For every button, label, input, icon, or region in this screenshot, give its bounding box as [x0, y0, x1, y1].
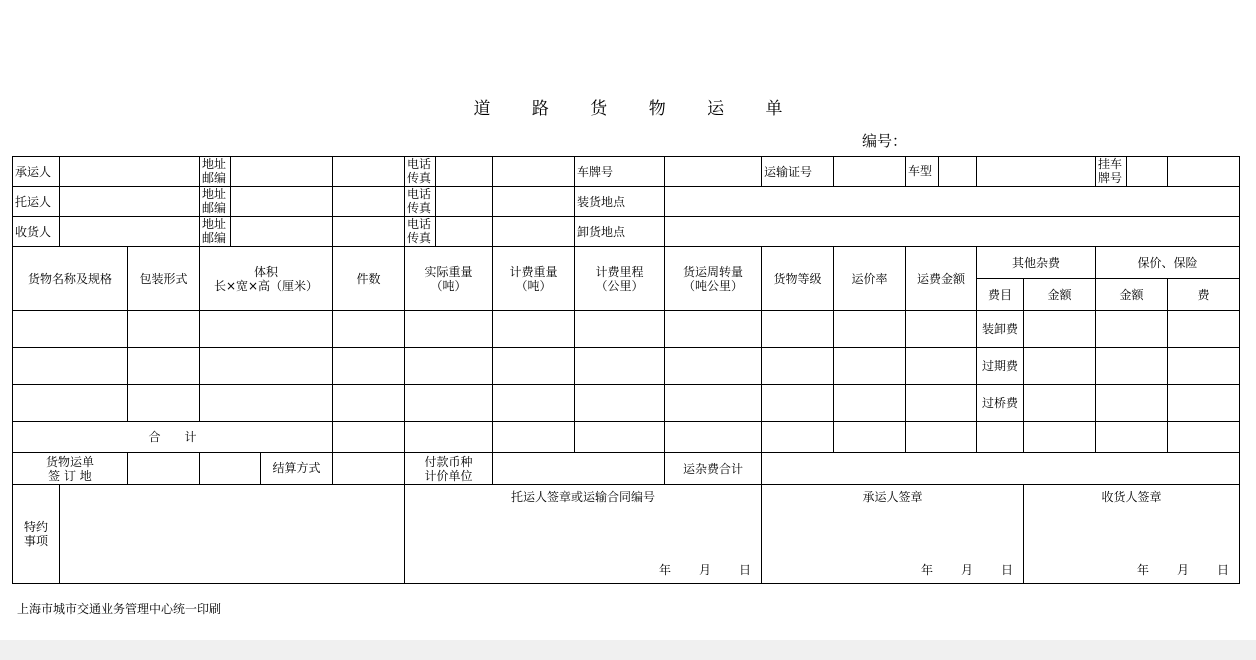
- settlement-method-cell: [200, 453, 333, 485]
- day-label: 日: [1000, 563, 1013, 577]
- consignee-row: [13, 217, 1240, 247]
- goods-cell[interactable]: [13, 311, 128, 348]
- mileage-cell[interactable]: [575, 348, 665, 385]
- goods-cell[interactable]: [13, 385, 128, 422]
- address-label: 地址: [202, 187, 227, 201]
- charge-weight-cell[interactable]: [493, 311, 575, 348]
- postcode-label: 邮编: [202, 171, 227, 185]
- actual-weight-cell[interactable]: [405, 311, 493, 348]
- day-label: 日: [738, 563, 751, 577]
- carrier-address-cell[interactable]: [200, 157, 333, 187]
- packing-cell[interactable]: [128, 348, 200, 385]
- goods-row: [13, 385, 1240, 422]
- goods-name-header: 货物名称及规格: [13, 247, 128, 311]
- total-rate[interactable]: [834, 422, 906, 453]
- consignee-address-cell[interactable]: [200, 217, 333, 247]
- total-pieces[interactable]: [333, 422, 405, 453]
- loading-place-label: 装货地点: [575, 187, 665, 217]
- total-ins-fee[interactable]: [1168, 422, 1240, 453]
- title-char: 单: [765, 99, 783, 119]
- grade-cell[interactable]: [762, 348, 834, 385]
- carrier-field[interactable]: [60, 157, 200, 187]
- turnover-cell[interactable]: [665, 348, 762, 385]
- ins-fee-cell[interactable]: [1168, 311, 1240, 348]
- settlement-method-label: 结算方式: [260, 453, 332, 484]
- currency-line2: 计价单位: [424, 468, 473, 483]
- bottom-bar: [0, 640, 1256, 660]
- actual-weight-header: [405, 247, 493, 311]
- ins-fee-cell[interactable]: [1168, 348, 1240, 385]
- turnover-cell[interactable]: [665, 311, 762, 348]
- goods-grade-header: 货物等级: [762, 247, 834, 311]
- signature-row: [13, 485, 1240, 584]
- turnover-cell[interactable]: [665, 385, 762, 422]
- volume-header-line1: 体积: [253, 264, 278, 279]
- rate-cell[interactable]: [834, 311, 906, 348]
- ins-fee-cell[interactable]: [1168, 385, 1240, 422]
- pieces-cell[interactable]: [333, 348, 405, 385]
- turnover-line2: （吨公里）: [682, 278, 743, 293]
- total-charge-weight[interactable]: [493, 422, 575, 453]
- consignee-tel-cell[interactable]: [405, 217, 493, 247]
- pieces-header: 件数: [333, 247, 405, 311]
- fee-item-label: 过桥费: [977, 385, 1024, 422]
- fee-item-label: 过期费: [977, 348, 1024, 385]
- rate-header: 运价率: [834, 247, 906, 311]
- signing-place-field[interactable]: [128, 453, 200, 485]
- shipper-address-cell[interactable]: [200, 187, 333, 217]
- turnover-line1: 货运周转量: [682, 264, 743, 279]
- settlement-method-field[interactable]: [333, 453, 405, 485]
- fax-label: 传真: [407, 201, 432, 215]
- packing-cell[interactable]: [128, 311, 200, 348]
- carrier-row: [13, 157, 1240, 187]
- grade-cell[interactable]: [762, 385, 834, 422]
- special-terms-label: [13, 485, 60, 584]
- settlement-row: [13, 453, 1240, 485]
- goods-row: [13, 311, 1240, 348]
- actual-weight-line1: 实际重量: [424, 264, 473, 279]
- phone-label: 电话: [407, 157, 432, 171]
- trailer-field[interactable]: [1168, 157, 1240, 187]
- shipper-signature-label: 托运人签章或运输合同编号: [510, 490, 655, 504]
- special-terms-line2: 事项: [23, 534, 48, 548]
- phone-label: 电话: [407, 187, 432, 201]
- phone-label: 电话: [407, 217, 432, 231]
- pieces-cell[interactable]: [333, 385, 405, 422]
- plate-field[interactable]: [665, 157, 762, 187]
- special-terms-field[interactable]: [60, 485, 405, 584]
- packing-header: 包装形式: [128, 247, 200, 311]
- shipper-label: 托运人: [13, 187, 60, 217]
- fax-label: 传真: [407, 231, 432, 245]
- actual-weight-line2: （吨）: [430, 278, 467, 293]
- carrier-signature-box[interactable]: [762, 485, 1024, 584]
- carrier-tel-field[interactable]: [493, 157, 575, 187]
- unloading-place-label: 卸货地点: [575, 217, 665, 247]
- ins-amount-cell[interactable]: [1096, 385, 1168, 422]
- volume-header: [200, 247, 333, 311]
- freight-cell[interactable]: [906, 311, 977, 348]
- carrier-signature-label: 承运人签章: [862, 490, 923, 504]
- freight-cell[interactable]: [906, 385, 977, 422]
- total-turnover[interactable]: [665, 422, 762, 453]
- total-fee-field[interactable]: [762, 453, 1240, 485]
- trailer-plate-label: 牌号: [1098, 171, 1123, 185]
- vehicle-type-field[interactable]: [977, 157, 1096, 187]
- shipper-tel-field[interactable]: [493, 187, 575, 217]
- charge-mileage-line2: （公里）: [595, 278, 644, 293]
- misc-item-header: 费目: [977, 279, 1024, 311]
- consignee-address-field[interactable]: [333, 217, 405, 247]
- misc-amount-cell[interactable]: [1024, 385, 1096, 422]
- address-label: 地址: [202, 157, 227, 171]
- shipper-signature-box[interactable]: [405, 485, 762, 584]
- volume-header-line2: 长×宽×高（厘米）: [213, 278, 319, 293]
- charge-weight-cell[interactable]: [493, 348, 575, 385]
- trailer-cell[interactable]: [1096, 157, 1168, 187]
- grade-cell[interactable]: [762, 311, 834, 348]
- insurance-fee-header: 费: [1168, 279, 1240, 311]
- title-char: 道: [473, 99, 491, 119]
- plate-label: 车牌号: [575, 157, 665, 187]
- shipper-field[interactable]: [60, 187, 200, 217]
- waybill-table: [12, 156, 1240, 584]
- currency-line1: 付款币种: [424, 454, 473, 469]
- total-row: [13, 422, 1240, 453]
- signing-place-label: [13, 453, 128, 485]
- goods-cell[interactable]: [13, 348, 128, 385]
- misc-fees-header: 其他杂费: [977, 247, 1096, 279]
- mileage-cell[interactable]: [575, 385, 665, 422]
- goods-header-row: [13, 247, 1240, 279]
- carrier-address-field[interactable]: [333, 157, 405, 187]
- year-label: 年: [658, 563, 671, 577]
- total-freight[interactable]: [906, 422, 977, 453]
- month-label: 月: [960, 563, 973, 577]
- day-label: 日: [1216, 563, 1229, 577]
- misc-amount-cell[interactable]: [1024, 348, 1096, 385]
- shipper-address-field[interactable]: [333, 187, 405, 217]
- special-terms-line1: 特约: [23, 520, 48, 534]
- carrier-sign-date: [893, 563, 1013, 577]
- freight-cell[interactable]: [906, 348, 977, 385]
- title-char: 货: [590, 99, 608, 119]
- carrier-label: 承运人: [13, 157, 60, 187]
- postcode-label: 邮编: [202, 231, 227, 245]
- title-char: 路: [531, 99, 549, 119]
- shipper-sign-date: [631, 563, 751, 577]
- currency-unit-field[interactable]: [493, 453, 665, 485]
- carrier-tel-cell[interactable]: [405, 157, 493, 187]
- consignee-tel-field[interactable]: [493, 217, 575, 247]
- permit-field[interactable]: [834, 157, 906, 187]
- shipper-row: [13, 187, 1240, 217]
- charge-mileage-header: [575, 247, 665, 311]
- rate-cell[interactable]: [834, 348, 906, 385]
- packing-cell[interactable]: [128, 385, 200, 422]
- charge-weight-header: [493, 247, 575, 311]
- insurance-amount-header: 金额: [1096, 279, 1168, 311]
- charge-weight-line2: （吨）: [515, 278, 552, 293]
- vehicle-type-label: 车型: [906, 157, 939, 186]
- actual-weight-cell[interactable]: [405, 348, 493, 385]
- misc-amount-header: 金额: [1024, 279, 1096, 311]
- total-mileage[interactable]: [575, 422, 665, 453]
- year-label: 年: [1136, 563, 1149, 577]
- unloading-place-field[interactable]: [665, 217, 1240, 247]
- ins-amount-cell[interactable]: [1096, 311, 1168, 348]
- mileage-cell[interactable]: [575, 311, 665, 348]
- charge-mileage-line1: 计费里程: [595, 264, 644, 279]
- permit-label: 运输证号: [762, 157, 834, 187]
- total-ins-amount[interactable]: [1096, 422, 1168, 453]
- consignee-signature-label: 收货人签章: [1101, 490, 1162, 504]
- month-label: 月: [698, 563, 711, 577]
- volume-cell[interactable]: [200, 385, 333, 422]
- misc-amount-cell[interactable]: [1024, 311, 1096, 348]
- freight-amount-header: 运费金额: [906, 247, 977, 311]
- postcode-label: 邮编: [202, 201, 227, 215]
- actual-weight-cell[interactable]: [405, 385, 493, 422]
- total-actual-weight[interactable]: [405, 422, 493, 453]
- charge-weight-line1: 计费重量: [509, 264, 558, 279]
- consignee-label: 收货人: [13, 217, 60, 247]
- address-label: 地址: [202, 217, 227, 231]
- signing-place-line1: 货物运单: [45, 454, 94, 469]
- title-char: 运: [707, 99, 725, 119]
- total-fee-item[interactable]: [977, 422, 1024, 453]
- month-label: 月: [1176, 563, 1189, 577]
- total-grade[interactable]: [762, 422, 834, 453]
- year-label: 年: [920, 563, 933, 577]
- consignee-sign-date: [1109, 563, 1229, 577]
- signing-place-line2: 签 订 地: [48, 468, 92, 483]
- total-fee-label: 运杂费合计: [665, 453, 762, 485]
- loading-place-field[interactable]: [665, 187, 1240, 217]
- trailer-label: 挂车: [1098, 157, 1123, 171]
- pieces-cell[interactable]: [333, 311, 405, 348]
- total-misc-amount[interactable]: [1024, 422, 1096, 453]
- volume-cell[interactable]: [200, 348, 333, 385]
- total-label: 合 计: [13, 422, 333, 453]
- consignee-field[interactable]: [60, 217, 200, 247]
- insurance-header: 保价、保险: [1096, 247, 1240, 279]
- consignee-signature-box[interactable]: [1024, 485, 1240, 584]
- serial-number-label: 编号：: [862, 132, 908, 150]
- goods-row: [13, 348, 1240, 385]
- printer-footer: 上海市城市交通业务管理中心统一印刷: [17, 602, 222, 616]
- volume-cell[interactable]: [200, 311, 333, 348]
- page-title: [0, 94, 1256, 119]
- ins-amount-cell[interactable]: [1096, 348, 1168, 385]
- rate-cell[interactable]: [834, 385, 906, 422]
- turnover-header: [665, 247, 762, 311]
- fax-label: 传真: [407, 171, 432, 185]
- fee-item-label: 装卸费: [977, 311, 1024, 348]
- charge-weight-cell[interactable]: [493, 385, 575, 422]
- title-char: 物: [648, 99, 666, 119]
- currency-unit-label: [405, 453, 493, 485]
- shipper-tel-cell[interactable]: [405, 187, 493, 217]
- vehicle-type-cell[interactable]: [906, 157, 977, 187]
